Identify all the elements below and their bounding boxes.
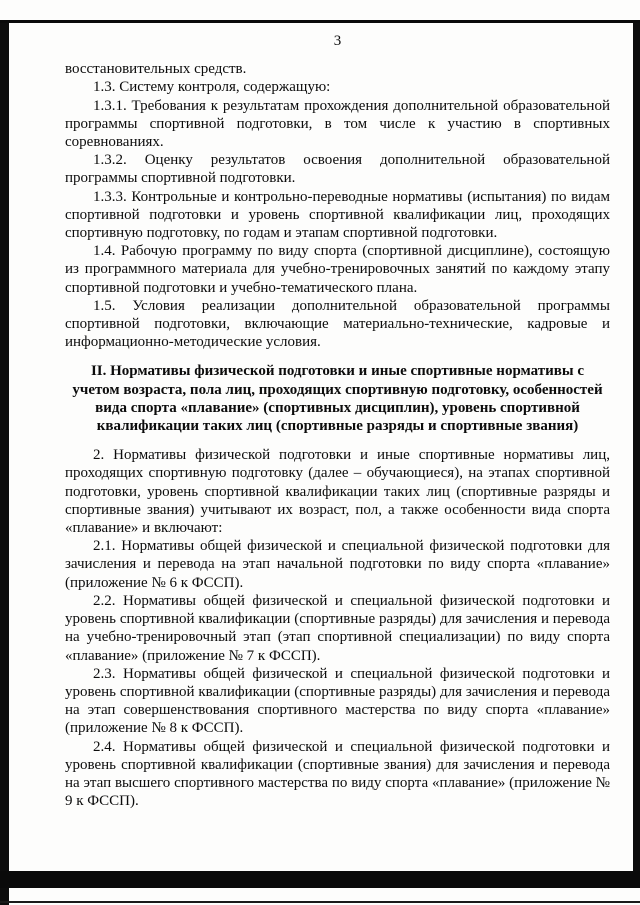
paragraph-2-3: 2.3. Нормативы общей физической и специальной физической подготовки и уровень спортивной квалификации (спортивные разряды) для зачисления и перевода на этап совершенствования спортивного мастерства по виду спорта «плавание» (приложение № 8 к ФССП). <box>65 665 610 737</box>
section-heading: II. Нормативы физической подготовки и иные спортивные нормативы с учетом возраста, пола лиц, проходящих спортивную подготовку, особенностей вида спорта «плавание» (спортивных дисциплин), уровень спортивной квалификации таких лиц (спортивные разряды и спортивные звания) <box>72 363 603 435</box>
paragraph-1-3-3: 1.3.3. Контрольные и контрольно-переводные нормативы (испытания) по видам спортивной подготовки и уровень спортивной квалификации лиц, проходящих спортивную подготовку, по годам и этапам спортивной подготовки. <box>65 188 610 242</box>
paragraph-2: 2. Нормативы физической подготовки и иные спортивные нормативы лиц, проходящих спортивную подготовку (далее – обучающиеся), на этапах спортивной подготовки, уровень спортивной квалификации таких лиц (спортивные разряды и спортивные звания) учитывают их возраст, пол, а также особенности вида спорта «плавание» и включают: <box>65 447 610 537</box>
scan-edge-right <box>633 23 640 873</box>
scan-edge-top <box>0 20 640 23</box>
paragraph-1-3-2: 1.3.2. Оценку результатов освоения дополнительной образовательной программы спортивной подготовки. <box>65 152 610 187</box>
paragraph-2-4: 2.4. Нормативы общей физической и специальной физической подготовки и уровень спортивной квалификации (спортивные звания) для зачисления и перевода на этап высшего спортивного мастерства по виду спорта «плавание» (приложение № 9 к ФССП). <box>65 738 610 810</box>
paragraph-2-1: 2.1. Нормативы общей физической и специальной физической подготовки для зачисления и перевода на этап начальной подготовки по виду спорта «плавание» (приложение № 6 к ФССП). <box>65 538 610 591</box>
paragraph-continuation: восстановительных средств. <box>65 61 247 78</box>
paragraph-1-4: 1.4. Рабочую программу по виду спорта (спортивной дисциплине), состоящую из программного материала для учебно-тренировочных занятий по каждому этапу спортивной подготовки и учебно-тематического плана. <box>65 243 610 296</box>
paragraph-2-2: 2.2. Нормативы общей физической и специальной физической подготовки и уровень спортивной квалификации (спортивные разряды) для зачисления и перевода на учебно-тренировочный этап (этап спортивной специализации) по виду спорта «плавание» (приложение № 7 к ФССП). <box>65 592 610 664</box>
scan-edge-bottom <box>0 871 640 888</box>
paragraph-1-3-1: 1.3.1. Требования к результатам прохождения дополнительной образовательной программы спортивной подготовки, в том числе к участию в спортивных соревнованиях. <box>65 97 610 151</box>
page-number: 3 <box>333 33 342 49</box>
scan-edge-left <box>0 23 9 905</box>
paragraph-1-3: 1.3. Систему контроля, содержащую: <box>93 79 331 96</box>
paragraph-1-5: 1.5. Условия реализации дополнительной образовательной программы спортивной подготовки, включающие материально-технические, кадровые и информационно-методические условия. <box>65 297 610 351</box>
scan-edge-bottom-hairline <box>0 901 640 903</box>
page-content <box>65 32 610 810</box>
